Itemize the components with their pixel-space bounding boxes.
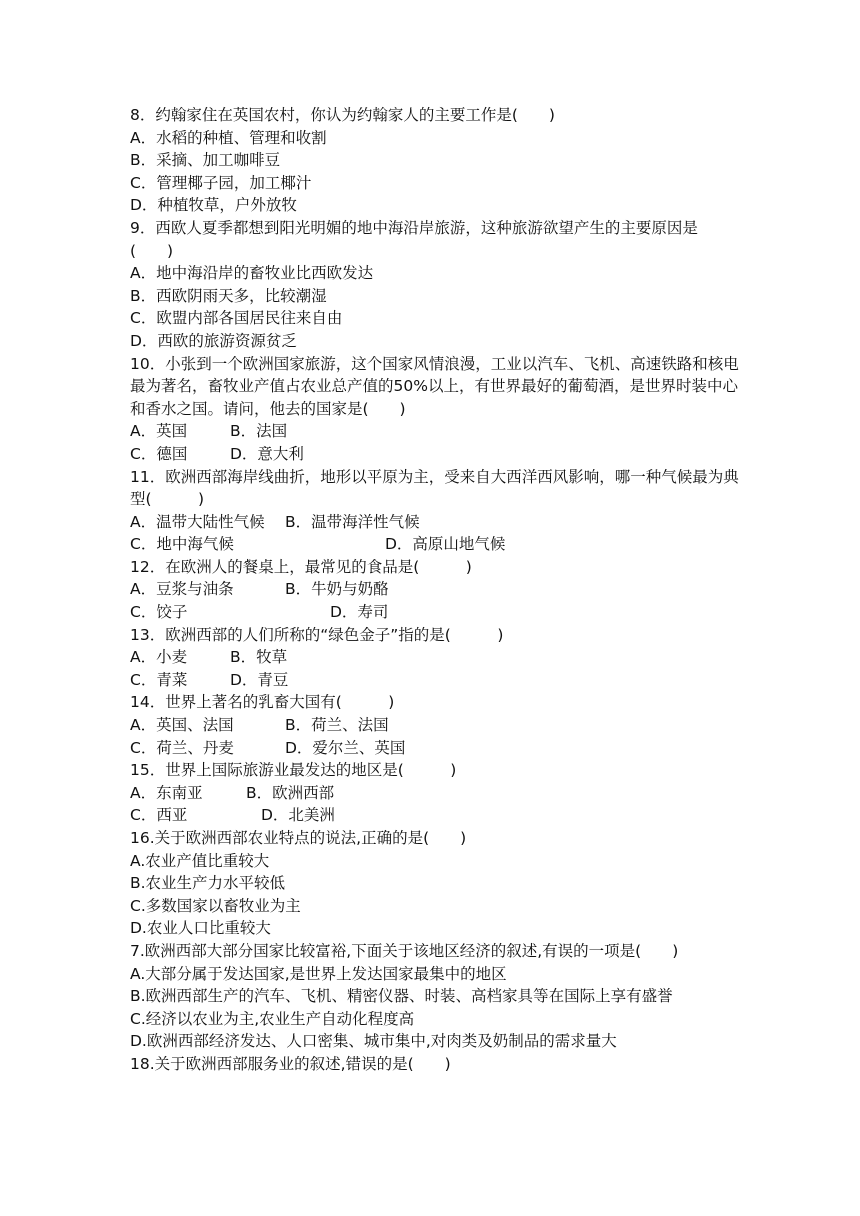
- question-10-option-c: C．德国: [130, 444, 188, 463]
- question-11-options-row-2: [130, 533, 740, 556]
- question-14-option-a: A．英国、法国: [130, 716, 234, 735]
- question-8-option-a: A．水稻的种植、管理和收割: [130, 128, 327, 147]
- question-11-option-b: B．温带海洋性气候: [285, 512, 420, 531]
- question-15-stem: 15．世界上国际旅游业最发达的地区是( ): [130, 761, 457, 780]
- question-15-options-row-1: [130, 782, 740, 805]
- question-8-option-d: D．种植牧草，户外放牧: [130, 196, 297, 215]
- question-13-options-row-1: [130, 646, 740, 669]
- question-15-option-c: C．西亚: [130, 806, 188, 825]
- question-list: [130, 104, 740, 1076]
- question-10-option-a: A．英国: [130, 422, 188, 441]
- question-10-options-row-1: [130, 420, 740, 443]
- question-13-option-b: B．牧草: [230, 648, 288, 667]
- question-17-option-a: A.大部分属于发达国家,是世界上发达国家最集中的地区: [130, 964, 507, 983]
- question-14-stem: 14．世界上著名的乳畜大国有( ): [130, 693, 395, 712]
- question-13-option-a: A．小麦: [130, 648, 188, 667]
- question-15-option-d: D．北美洲: [261, 806, 335, 825]
- question-12-options-row-1: [130, 578, 740, 601]
- question-9-option-c: C．欧盟内部各国居民往来自由: [130, 309, 343, 328]
- question-13-option-d: D．青豆: [230, 670, 289, 689]
- question-14-option-c: C．荷兰、丹麦: [130, 738, 234, 757]
- question-10-option-b: B．法国: [230, 422, 288, 441]
- question-14-option-d: D．爱尔兰、英国: [285, 738, 406, 757]
- question-12-option-c: C．饺子: [130, 603, 188, 622]
- question-12-option-b: B．牛奶与奶酪: [285, 580, 389, 599]
- question-16-option-c: C.多数国家以畜牧业为主: [130, 896, 301, 915]
- question-13-options-row-2: [130, 669, 740, 692]
- question-17-option-d: D.欧洲西部经济发达、人口密集、城市集中,对肉类及奶制品的需求量大: [130, 1032, 617, 1051]
- question-10-stem: 10．小张到一个欧洲国家旅游，这个国家风情浪漫，工业以汽车、飞机、高速铁路和核电最为著名，畜牧业产值占农业总产值的50%以上，有世界最好的葡萄酒，是世界时装中心和香水之国。请问，他去的国家是( ): [130, 354, 739, 418]
- question-11-option-c: C．地中海气候: [130, 535, 234, 554]
- question-8-option-c: C．管理椰子园，加工椰汁: [130, 173, 312, 192]
- question-13-stem: 13．欧洲西部的人们所称的“绿色金子”指的是( ): [130, 625, 504, 644]
- question-15-options-row-2: [130, 804, 740, 827]
- question-17-option-b: B.欧洲西部生产的汽车、飞机、精密仪器、时装、高档家具等在国际上享有盛誉: [130, 987, 673, 1006]
- question-17-option-c: C.经济以农业为主,农业生产自动化程度高: [130, 1009, 415, 1028]
- question-12-stem: 12．在欧洲人的餐桌上，最常见的食品是( ): [130, 557, 472, 576]
- question-8-option-b: B．采摘、加工咖啡豆: [130, 151, 281, 170]
- question-11-options-row-1: [130, 511, 740, 534]
- question-12-option-d: D．寿司: [330, 603, 389, 622]
- question-11-option-a: A．温带大陆性气候: [130, 512, 265, 531]
- question-12-option-a: A．豆浆与油条: [130, 580, 234, 599]
- question-18-stem: 18.关于欧洲西部服务业的叙述,错误的是( ): [130, 1054, 451, 1073]
- question-10-options-row-2: [130, 443, 740, 466]
- question-14-option-b: B．荷兰、法国: [285, 716, 389, 735]
- question-12-options-row-2: [130, 601, 740, 624]
- question-16-option-b: B.农业生产力水平较低: [130, 874, 286, 893]
- question-9-option-b: B．西欧阴雨天多，比较潮湿: [130, 286, 327, 305]
- question-11-option-d: D．高原山地气候: [385, 535, 506, 554]
- question-8-stem: 8．约翰家住在英国农村，你认为约翰家人的主要工作是( ): [130, 106, 555, 124]
- question-9-option-d: D．西欧的旅游资源贫乏: [130, 331, 297, 350]
- question-15-option-b: B．欧洲西部: [246, 783, 335, 802]
- question-9-option-a: A．地中海沿岸的畜牧业比西欧发达: [130, 264, 374, 283]
- question-14-options-row-2: [130, 737, 740, 760]
- question-16-option-d: D.农业人口比重较大: [130, 919, 271, 938]
- question-16-stem: 16.关于欧洲西部农业特点的说法,正确的是( ): [130, 829, 467, 847]
- question-17-stem: 7.欧洲西部大部分国家比较富裕,下面关于该地区经济的叙述,有误的一项是( ): [130, 941, 679, 960]
- question-10-option-d: D．意大利: [230, 444, 304, 463]
- question-9-stem: 9．西欧人夏季都想到阳光明媚的地中海沿岸旅游，这种旅游欲望产生的主要原因是( ): [130, 218, 698, 260]
- question-16-option-a: A.农业产值比重较大: [130, 851, 270, 870]
- question-13-option-c: C．青菜: [130, 670, 188, 689]
- question-14-options-row-1: [130, 714, 740, 737]
- question-15-option-a: A．东南亚: [130, 783, 203, 802]
- question-11-stem: 11．欧洲西部海岸线曲折，地形以平原为主，受来自大西洋西风影响，哪一种气候最为典型( ): [130, 467, 739, 509]
